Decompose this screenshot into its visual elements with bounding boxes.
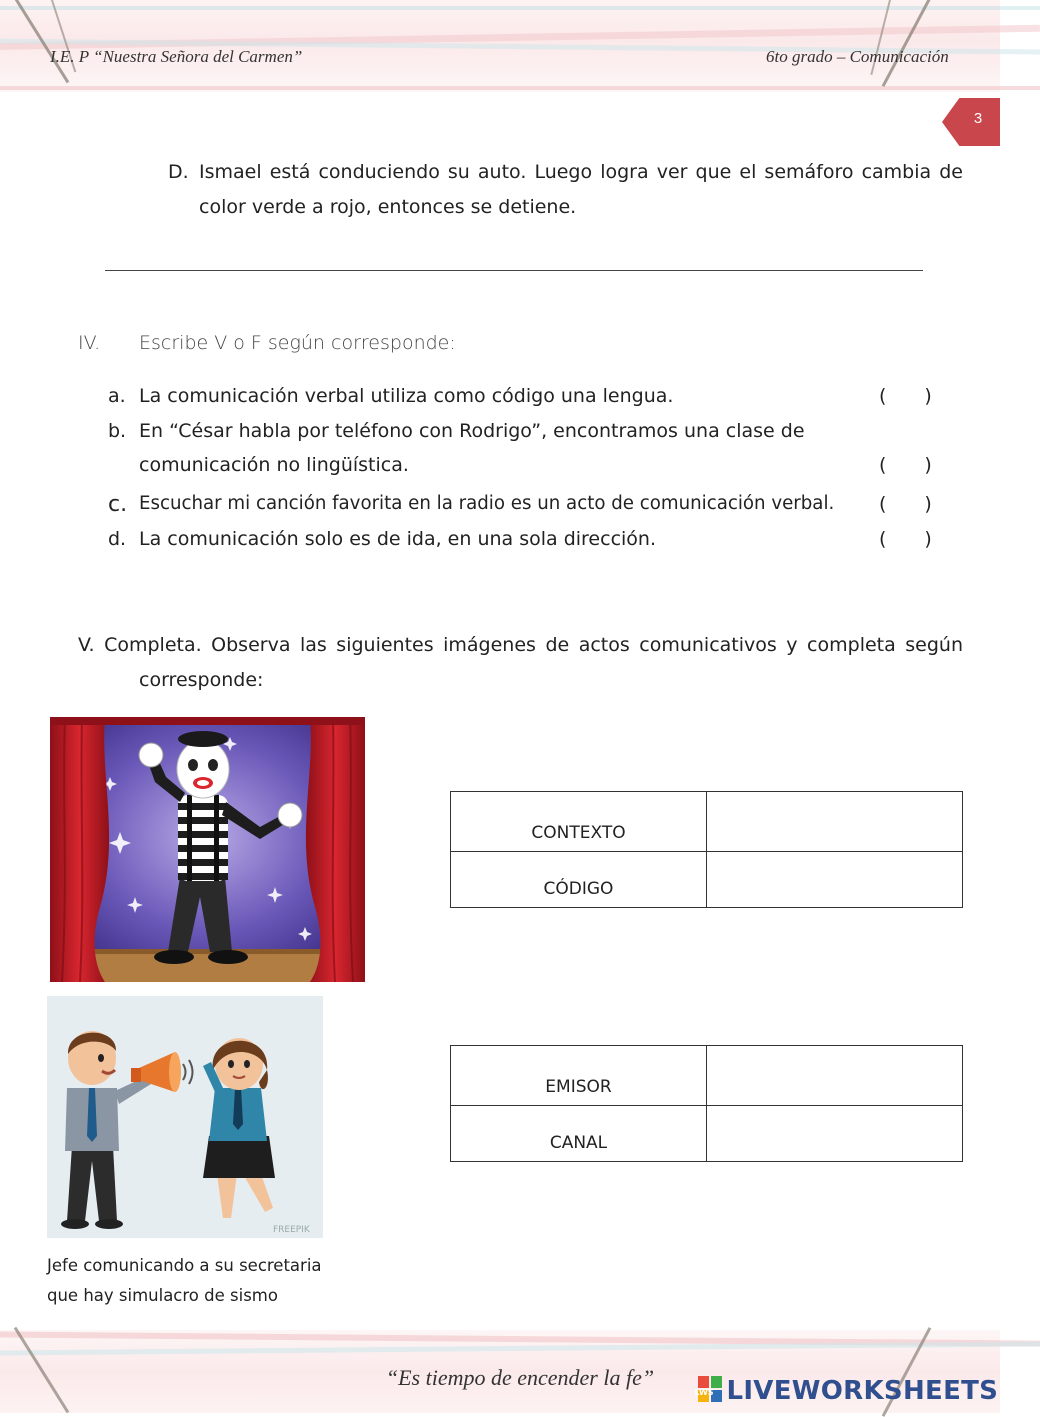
table1-label-context: CONTEXTO: [451, 792, 707, 852]
section-v-line2: corresponde:: [139, 669, 264, 691]
table2-input-sender[interactable]: [707, 1046, 963, 1106]
liveworksheets-mark-icon: [694, 1376, 722, 1402]
item-a-text: La comunicación verbal utiliza como código una lengua.: [139, 385, 674, 407]
image2-caption-line2: que hay simulacro de sismo: [47, 1286, 278, 1305]
table1-input-context[interactable]: [707, 792, 963, 852]
answer-box-d[interactable]: ( ): [879, 528, 932, 550]
table1-label-code: CÓDIGO: [451, 852, 707, 908]
header-decoration: [0, 0, 1000, 92]
item-d-line2: color verde a rojo, entonces se detiene.: [199, 196, 577, 218]
image-watermark: FREEPIK: [273, 1225, 310, 1235]
answer-box-a[interactable]: ( ): [879, 385, 932, 407]
item-d-letter: D.: [168, 161, 189, 183]
liveworksheets-text: LIVEWORKSHEETS: [726, 1376, 999, 1406]
section-iv-title: Escribe V o F según corresponde:: [139, 332, 456, 354]
page-number: 3: [973, 110, 983, 127]
item-c-letter: c.: [108, 492, 128, 517]
answer-line[interactable]: [105, 270, 923, 271]
table-context-code: [450, 791, 963, 908]
mime-stage-image: [50, 717, 365, 982]
section-iv-numeral: IV.: [78, 332, 101, 354]
item-d2-letter: d.: [108, 528, 127, 550]
footer-motto: “Es tiempo de encender la fe”: [385, 1365, 655, 1390]
item-b-line2: comunicación no lingüística.: [139, 454, 409, 476]
header-subject: 6to grado – Comunicación: [766, 47, 949, 66]
item-d2-text: La comunicación solo es de ida, en una sola dirección.: [139, 528, 656, 550]
table2-label-channel: CANAL: [451, 1106, 707, 1162]
answer-box-b[interactable]: ( ): [879, 454, 932, 476]
item-c-text: Escuchar mi canción favorita en la radio es un acto de comunicación verbal.: [139, 493, 835, 514]
item-d-line1: Ismael está conduciendo su auto. Luego logra ver que el semáforo cambia de: [199, 161, 963, 183]
liveworksheets-logo[interactable]: [694, 1376, 999, 1406]
table-sender-channel: [450, 1045, 963, 1162]
item-b-letter: b.: [108, 420, 127, 442]
item-b-line1: En “César habla por teléfono con Rodrigo”, encontramos una clase de: [139, 420, 805, 442]
image2-caption-line1: Jefe comunicando a su secretaria: [47, 1256, 322, 1275]
header-school: I.E. P “Nuestra Señora del Carmen”: [50, 47, 303, 66]
section-v-line1: V. Completa. Observa las siguientes imágenes de actos comunicativos y completa según: [78, 634, 963, 656]
table1-input-code[interactable]: [707, 852, 963, 908]
table2-input-channel[interactable]: [707, 1106, 963, 1162]
table2-label-sender: EMISOR: [451, 1046, 707, 1106]
item-a-letter: a.: [108, 385, 126, 407]
answer-box-c[interactable]: ( ): [879, 493, 932, 515]
boss-megaphone-image: [47, 996, 323, 1238]
logo-mark-letters: LWS: [694, 1388, 714, 1397]
